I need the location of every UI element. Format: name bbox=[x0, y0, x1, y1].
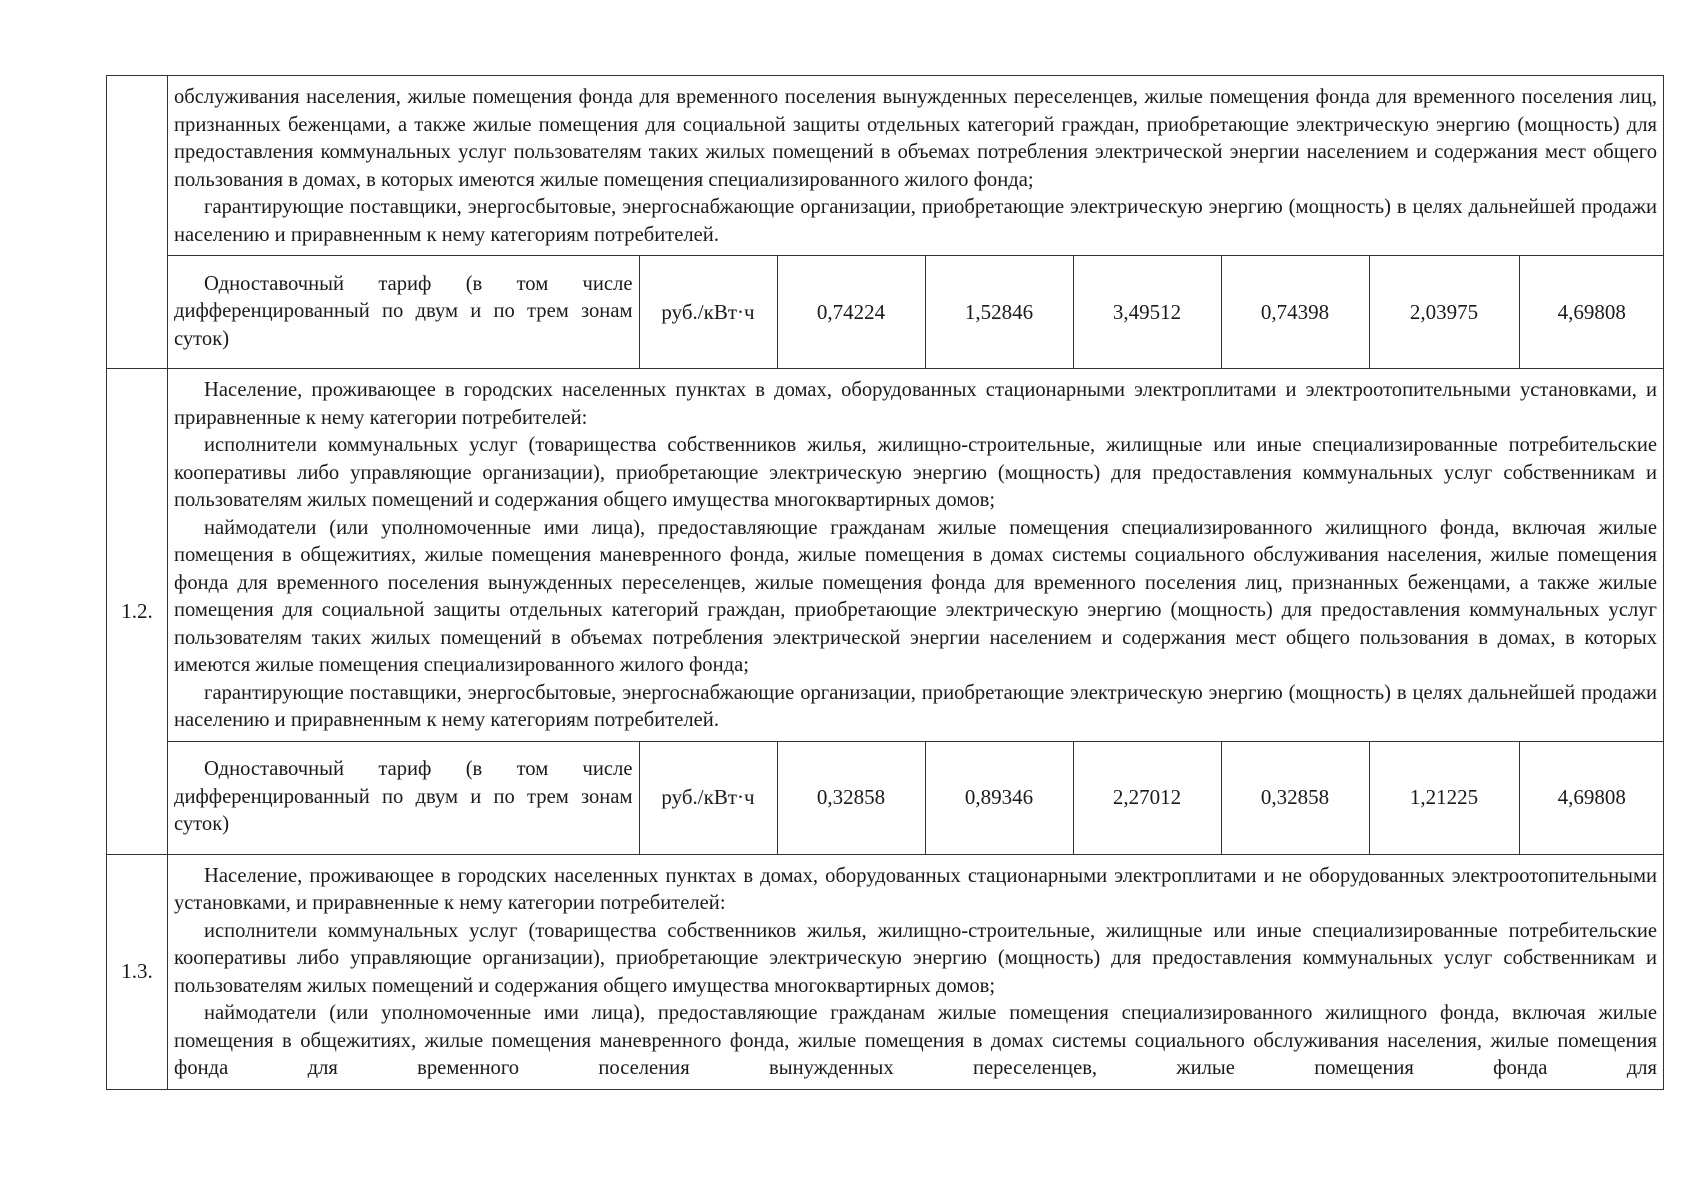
tariff-unit: руб./кВт·ч bbox=[639, 742, 777, 854]
tariff-row bbox=[107, 256, 1664, 369]
tariff-value: 2,27012 bbox=[1073, 742, 1221, 854]
row-description bbox=[168, 369, 1664, 742]
tariff-value: 0,89346 bbox=[925, 742, 1073, 854]
tariff-value: 3,49512 bbox=[1073, 256, 1221, 368]
tariff-value: 1,52846 bbox=[925, 256, 1073, 368]
row-description bbox=[168, 76, 1664, 256]
paragraph: наймодатели (или уполномоченные ими лица), предоставляющие гражданам жилые помещения специализированного жилищного фонда, включая жилые помещения в общежитиях, жилые помещения маневренного фонда, жилые помещения в домах системы социального обслуживания населения, жилые помещения фонда для временного поселения вынужденных переселенцев, жилые помещения фонда для bbox=[174, 1002, 1657, 1079]
paragraph: обслуживания населения, жилые помещения фонда для временного поселения вынужденных переселенцев, жилые помещения фонда для временного поселения лиц, признанных беженцами, а также жилые помещения для социальной защиты отдельных категорий граждан, приобретающие электрическую энергию (мощность) для предоставления коммунальных услуг пользователям таких жилых помещений в объемах потребления электрической энергии населением и содержания мест общего пользования в домах, в которых имеются жилые помещения специализированного жилого фонда; bbox=[174, 86, 1657, 191]
tariff-value: 2,03975 bbox=[1369, 256, 1519, 368]
tariff-values bbox=[168, 742, 1664, 854]
paragraph: исполнители коммунальных услуг (товарищества собственников жилья, жилищно-строительные, жилищные или иные специализированные потребительские кооперативы либо управляющие организации), приобретающие электрическую энергию (мощность) для предоставления коммунальных услуг собственникам и пользователям жилых помещений и содержания общего имущества многоквартирных домов; bbox=[174, 434, 1657, 511]
row-number: 1.3. bbox=[107, 854, 168, 1089]
tariff-value: 4,69808 bbox=[1519, 742, 1664, 854]
row-number bbox=[107, 76, 168, 369]
tariff-value: 1,21225 bbox=[1369, 742, 1519, 854]
paragraph: Население, проживающее в городских населенных пунктах в домах, оборудованных стационарными электроплитами и не оборудованных электроотопительными установками, и приравненные к нему категории потребителей: bbox=[174, 864, 1657, 914]
tariff-unit: руб./кВт·ч bbox=[639, 256, 777, 368]
tariff-label: Одноставочный тариф (в том числе дифференцированный по двум и по трем зонам суток) bbox=[174, 758, 633, 836]
paragraph: гарантирующие поставщики, энергосбытовые, энергоснабжающие организации, приобретающие электрическую энергию (мощность) в целях дальнейшей продажи населению и приравненным к нему категориям потребителей. bbox=[174, 681, 1657, 731]
tariff-table bbox=[106, 75, 1664, 1090]
tariff-row bbox=[107, 741, 1664, 854]
tariff-value: 4,69808 bbox=[1519, 256, 1664, 368]
paragraph: Население, проживающее в городских населенных пунктах в домах, оборудованных стационарными электроплитами и электроотопительными установками, и приравненные к нему категории потребителей: bbox=[174, 379, 1657, 429]
tariff-value: 0,32858 bbox=[777, 742, 925, 854]
table-row bbox=[107, 369, 1664, 742]
row-number: 1.2. bbox=[107, 369, 168, 855]
table-row bbox=[107, 76, 1664, 256]
tariff-values bbox=[168, 256, 1664, 368]
tariff-value: 0,74224 bbox=[777, 256, 925, 368]
table-row bbox=[107, 854, 1664, 1089]
row-description bbox=[168, 854, 1664, 1089]
paragraph: исполнители коммунальных услуг (товарищества собственников жилья, жилищно-строительные, жилищные или иные специализированные потребительские кооперативы либо управляющие организации), приобретающие электрическую энергию (мощность) для предоставления коммунальных услуг собственникам и пользователям жилых помещений и содержания общего имущества многоквартирных домов; bbox=[174, 919, 1657, 997]
paragraph: наймодатели (или уполномоченные ими лица), предоставляющие гражданам жилые помещения специализированного жилищного фонда, включая жилые помещения в общежитиях, жилые помещения маневренного фонда, жилые помещения в домах системы социального обслуживания населения, жилые помещения фонда для временного поселения вынужденных переселенцев, жилые помещения фонда для временного поселения лиц, признанных беженцами, а также жилые помещения для социальной защиты отдельных категорий граждан, приобретающие электрическую энергию (мощность) для предоставления коммунальных услуг пользователям таких жилых помещений в объемах потребления электрической энергии населением и содержания мест общего пользования в домах, в которых имеются жилые помещения специализированного жилого фонда; bbox=[174, 516, 1657, 676]
tariff-value: 0,32858 bbox=[1221, 742, 1369, 854]
paragraph: гарантирующие поставщики, энергосбытовые, энергоснабжающие организации, приобретающие электрическую энергию (мощность) в целях дальнейшей продажи населению и приравненным к нему категориям потребителей. bbox=[174, 196, 1657, 246]
tariff-label: Одноставочный тариф (в том числе дифференцированный по двум и по трем зонам суток) bbox=[174, 272, 633, 350]
tariff-value: 0,74398 bbox=[1221, 256, 1369, 368]
